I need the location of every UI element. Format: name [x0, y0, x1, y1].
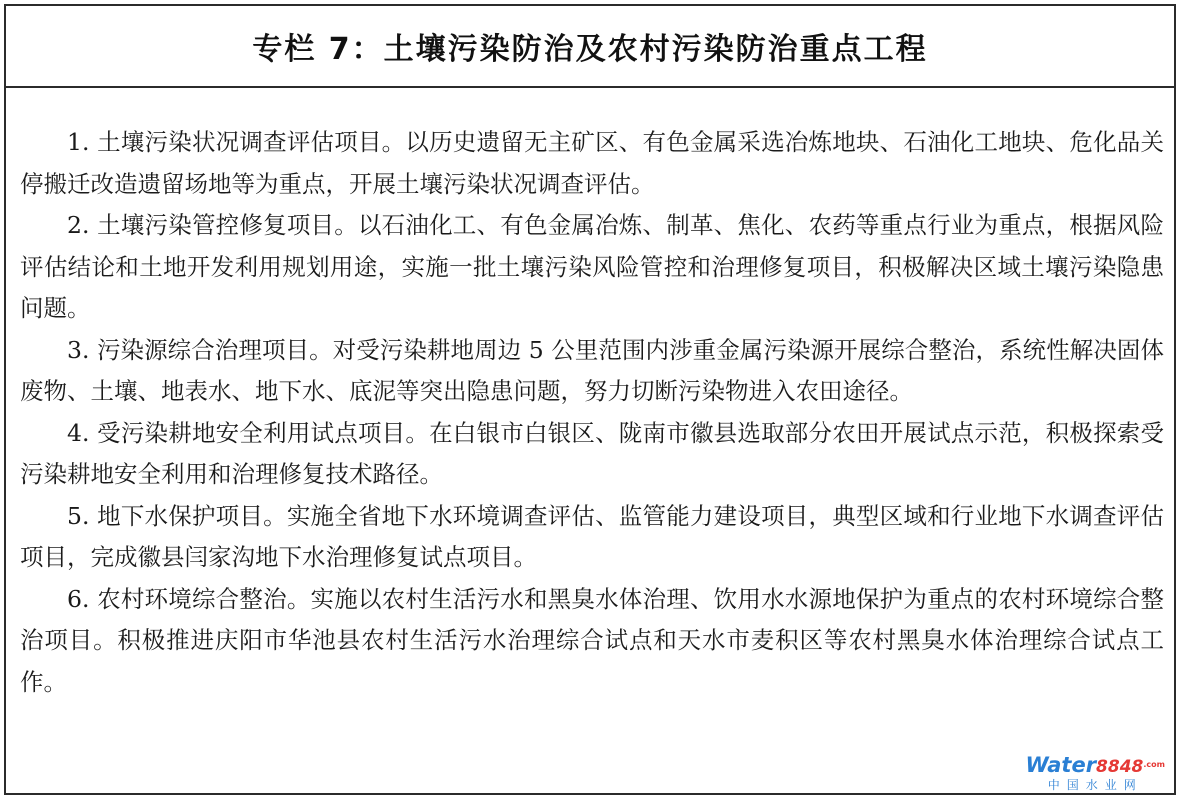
box-title: 专栏 7：土壤污染防治及农村污染防治重点工程 — [252, 32, 928, 67]
watermark-brand — [1026, 754, 1166, 778]
paragraph-1: 1. 土壤污染状况调查评估项目。以历史遗留无主矿区、有色金属采选冶炼地块、石油化工地块、危化品关停搬迁改造遗留场地等为重点，开展土壤污染状况调查评估。 — [20, 128, 1164, 198]
paragraph-3: 3. 污染源综合治理项目。对受污染耕地周边 5 公里范围内涉重金属污染源开展综合整治，系统性解决固体废物、土壤、地表水、地下水、底泥等突出隐患问题，努力切断污染物进入农田途径。 — [20, 335, 1164, 405]
paragraph-5: 5. 地下水保护项目。实施全省地下水环境调查评估、监管能力建设项目，典型区域和行业地下水调查评估项目，完成徽县闫家沟地下水治理修复试点项目。 — [20, 501, 1164, 571]
paragraph-6: 6. 农村环境综合整治。实施以农村生活污水和黑臭水体治理、饮用水水源地保护为重点的农村环境综合整治项目。积极推进庆阳市华池县农村生活污水治理综合试点和天水市麦积区等农村黑臭水体治理综合试点工作。 — [20, 584, 1164, 696]
paragraph-4: 4. 受污染耕地安全利用试点项目。在白银市白银区、陇南市徽县选取部分农田开展试点示范，积极探索受污染耕地安全利用和治理修复技术路径。 — [20, 418, 1164, 488]
box-content — [6, 88, 1174, 703]
paragraph-2: 2. 土壤污染管控修复项目。以石油化工、有色金属冶炼、制革、焦化、农药等重点行业为重点，根据风险评估结论和土地开发利用规划用途，实施一批土壤污染风险管控和治理修复项目，积极解决区域土壤污染隐患问题。 — [20, 211, 1164, 322]
watermark-logo — [1026, 754, 1166, 793]
feature-box — [4, 4, 1176, 795]
watermark-number: 8848 — [1096, 757, 1144, 777]
watermark-subtitle: 中国水业网 — [1047, 778, 1143, 792]
title-bar — [6, 6, 1174, 88]
watermark-word: Water — [1025, 753, 1097, 777]
watermark-suffix: .com — [1143, 760, 1165, 769]
